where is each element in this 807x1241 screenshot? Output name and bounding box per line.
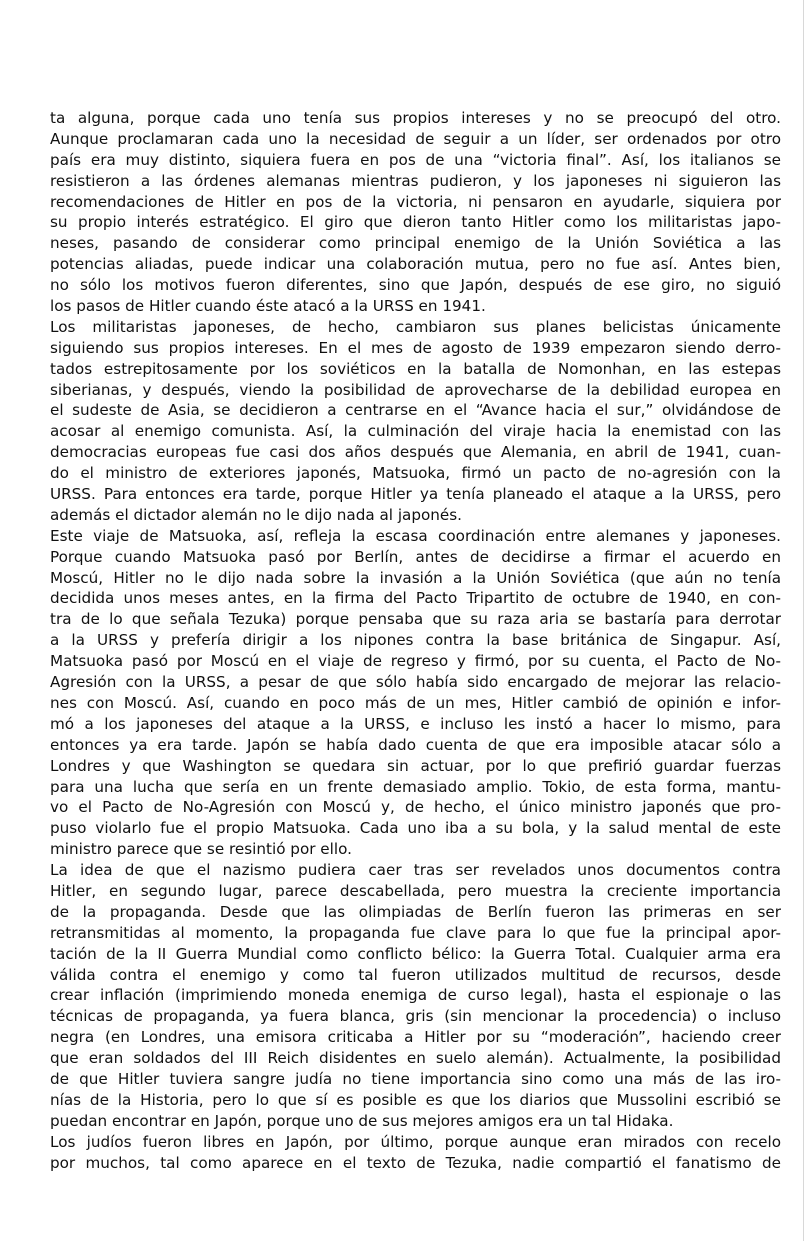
text-line: vo el Pacto de No-Agresión con Moscú y, de hecho, el único ministro japonés que pro- — [50, 798, 781, 817]
text-line: técnicas de propaganda, ya fuera blanca, gris (sin mencionar la procedencia) o incluso — [50, 1007, 781, 1026]
text-line: mó a los japoneses del ataque a la URSS, e incluso les instó a hacer lo mismo, para — [50, 714, 781, 733]
text-line: retransmitidas al momento, la propaganda fue clave para lo que fue la principal apor- — [50, 923, 781, 942]
text-line: nes con Moscú. Así, cuando en poco más de un mes, Hitler cambió de opinión e infor- — [50, 693, 781, 712]
text-line: Hitler, en segundo lugar, parece descabellada, pero muestra la creciente importancia — [50, 881, 781, 900]
page-edge — [803, 0, 804, 1241]
text-line: decidida unos meses antes, en la firma del Pacto Tripartito de octubre de 1940, en con- — [50, 589, 781, 608]
text-line: los pasos de Hitler cuando éste atacó a la URSS en 1941. — [50, 297, 486, 316]
text-line: no sólo los motivos fueron diferentes, sino que Japón, después de ese giro, no siguió — [50, 276, 781, 295]
text-line: Aunque proclamaran cada uno la necesidad de seguir a un líder, ser ordenados por otro — [50, 129, 781, 148]
text-line: do el ministro de exteriores japonés, Matsuoka, firmó un pacto de no-agresión con la — [50, 464, 781, 483]
body-text — [50, 108, 781, 1173]
text-line: URSS. Para entonces era tarde, porque Hitler ya tenía planeado el ataque a la URSS, pero — [50, 485, 781, 504]
text-line: Matsuoka pasó por Moscú en el viaje de regreso y firmó, por su cuenta, el Pacto de No- — [50, 652, 781, 671]
text-line: Los militaristas japoneses, de hecho, cambiaron sus planes belicistas únicamente — [50, 317, 781, 336]
text-line: de la propaganda. Desde que las olimpiadas de Berlín fueron las primeras en ser — [50, 902, 781, 921]
text-line: Londres y que Washington se quedara sin actuar, por lo que prefirió guardar fuerzas — [50, 756, 781, 775]
text-line: válida contra el enemigo y como tal fueron utilizados multitud de recursos, desde — [50, 965, 781, 984]
text-line: su propio interés estratégico. El giro que dieron tanto Hitler como los militaristas japo- — [50, 213, 781, 232]
text-line: siberianas, y después, viendo la posibilidad de aprovecharse de la debilidad europea en — [50, 380, 781, 399]
text-line: crear inflación (imprimiendo moneda enemiga de curso legal), hasta el espionaje o las — [50, 986, 781, 1005]
text-line: Porque cuando Matsuoka pasó por Berlín, antes de decidirse a firmar el acuerdo en — [50, 547, 781, 566]
text-line: democracias europeas fue casi dos años después que Alemania, en abril de 1941, cuan- — [50, 443, 781, 462]
text-line: resistieron a las órdenes alemanas mientras pudieron, y los japoneses ni siguieron las — [50, 171, 781, 190]
text-line: entonces ya era tarde. Japón se había dado cuenta de que era imposible atacar sólo a — [50, 735, 781, 754]
text-line: puso violarlo fue el propio Matsuoka. Cada uno iba a su bola, y la salud mental de este — [50, 819, 781, 838]
text-line: además el dictador alemán no le dijo nada al japonés. — [50, 505, 462, 524]
text-line: de que Hitler tuviera sangre judía no tiene importancia sino como una más de las iro- — [50, 1069, 781, 1088]
text-line: puedan encontrar en Japón, porque uno de sus mejores amigos era un tal Hidaka. — [50, 1111, 674, 1130]
text-line: Moscú, Hitler no le dijo nada sobre la invasión a la Unión Soviética (que aún no tenía — [50, 568, 781, 587]
text-line: acosar al enemigo comunista. Así, la culminación del viraje hacia la enemistad con las — [50, 422, 781, 441]
text-line: nías de la Historia, pero lo que sí es posible es que los diarios que Mussolini escribió se — [50, 1090, 781, 1109]
text-line: tra de lo que señala Tezuka) porque pensaba que su raza aria se bastaría para derrotar — [50, 610, 781, 629]
text-line: que eran soldados del III Reich disidentes en suelo alemán). Actualmente, la posibilidad — [50, 1049, 781, 1068]
text-line: país era muy distinto, siquiera fuera en pos de una “victoria final”. Así, los italianos se — [50, 150, 781, 169]
text-line: siguiendo sus propios intereses. En el mes de agosto de 1939 empezaron siendo derro- — [50, 338, 781, 357]
text-line: a la URSS y prefería dirigir a los nipones contra la base británica de Singapur. Así, — [50, 631, 781, 650]
text-line: tados estrepitosamente por los soviéticos en la batalla de Nomonhan, en las estepas — [50, 359, 781, 378]
text-line: Este viaje de Matsuoka, así, refleja la escasa coordinación entre alemanes y japoneses. — [50, 526, 781, 545]
text-line: el sudeste de Asia, se decidieron a centrarse en el “Avance hacia el sur,” olvidándose de — [50, 401, 781, 420]
text-line: recomendaciones de Hitler en pos de la victoria, ni pensaron en ayudarle, siquiera por — [50, 192, 781, 211]
text-line: neses, pasando de considerar como principal enemigo de la Unión Soviética a las — [50, 234, 781, 253]
text-line: por muchos, tal como aparece en el texto de Tezuka, nadie compartió el fanatismo de — [50, 1153, 781, 1172]
text-line: La idea de que el nazismo pudiera caer tras ser revelados unos documentos contra — [50, 861, 781, 880]
text-line: para una lucha que sería en un frente demasiado amplio. Tokio, de esta forma, mantu- — [50, 777, 781, 796]
text-line: tación de la II Guerra Mundial como conflicto bélico: la Guerra Total. Cualquier arma era — [50, 944, 781, 963]
text-line: Agresión con la URSS, a pesar de que sólo había sido encargado de mejorar las relacio- — [50, 673, 781, 692]
text-line: negra (en Londres, una emisora criticaba a Hitler por su “moderación”, haciendo creer — [50, 1028, 781, 1047]
text-line: potencias aliadas, puede indicar una colaboración mutua, pero no fue así. Antes bien, — [50, 255, 781, 274]
text-line: ta alguna, porque cada uno tenía sus propios intereses y no se preocupó del otro. — [50, 109, 781, 127]
text-line: Los judíos fueron libres en Japón, por último, porque aunque eran mirados con recelo — [50, 1132, 781, 1151]
text-line: ministro parece que se resintió por ello. — [50, 840, 352, 859]
